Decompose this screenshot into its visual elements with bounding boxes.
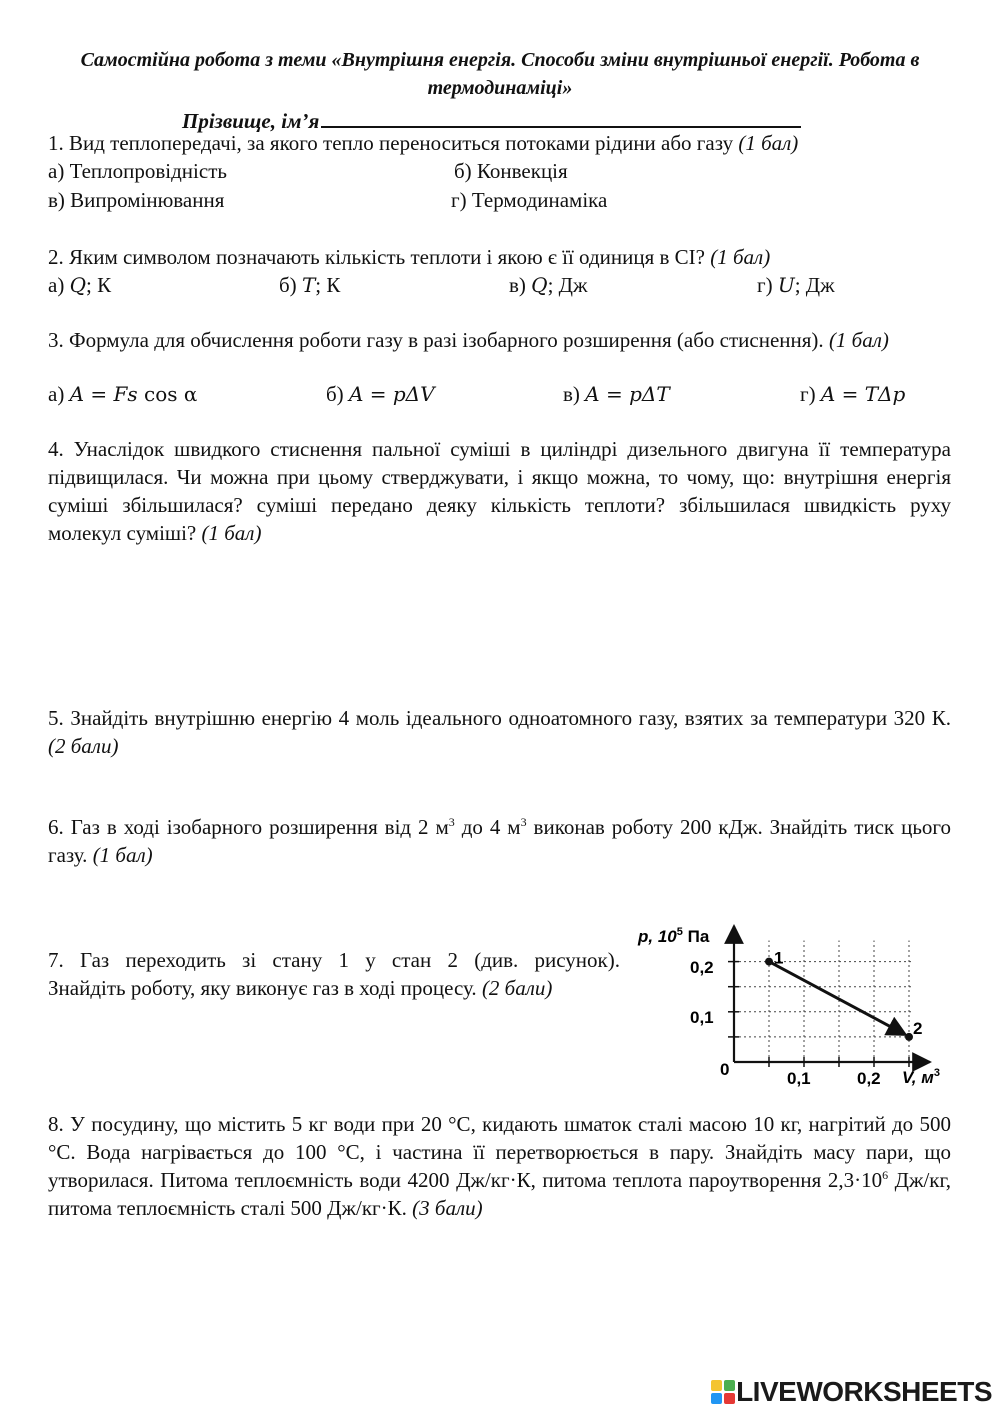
q1-option-a[interactable]: а) Теплопровідність	[48, 159, 227, 183]
q2-option-d-symbol: U	[777, 273, 795, 297]
q3-option-c-formula: A = pΔT	[585, 382, 670, 406]
q6-text-part3: виконав роботу 200 кДж. Знайдіть тиск цього газу.	[48, 815, 951, 867]
q3-option-c-label: в)	[563, 382, 580, 406]
pv-graph	[630, 918, 960, 1093]
q2-option-c-unit: ; Дж	[547, 273, 588, 297]
q3-option-a[interactable]	[48, 380, 197, 408]
q1-text: 1. Вид теплопередачі, за якого тепло переноситься потоками рідини або газу	[48, 131, 734, 155]
q6-exp-2: 3	[520, 815, 527, 829]
q3-option-a-label: а)	[48, 382, 65, 406]
q3-option-b[interactable]	[326, 380, 435, 408]
q8-answer-area[interactable]	[48, 1230, 951, 1360]
q3-option-d[interactable]	[800, 380, 905, 408]
name-blank-line[interactable]	[321, 104, 801, 128]
q8-text-part2: Дж/кг, питома теплоємність сталі 500 Дж/кг·К.	[48, 1168, 951, 1220]
q3-option-a-formula: A = Fs	[69, 382, 138, 406]
q7-points: (2 бали)	[481, 976, 553, 1000]
question-4	[48, 435, 951, 547]
liveworksheets-logo-icon	[710, 1379, 736, 1405]
q1-points: (1 бал)	[738, 131, 799, 155]
q6-points: (1 бал)	[92, 843, 153, 867]
q1-option-c[interactable]: в) Випромінювання	[48, 188, 225, 212]
q2-option-a-unit: ; К	[85, 273, 112, 297]
state-point-1-label: 1	[774, 948, 784, 968]
y-tick-label-0-2: 0,2	[690, 958, 714, 977]
liveworksheets-logo[interactable]	[710, 1378, 992, 1406]
graph-ticks	[728, 962, 909, 1067]
question-6	[48, 813, 951, 869]
q2-option-c[interactable]	[509, 271, 588, 299]
q2-option-c-label: в)	[509, 273, 526, 297]
q3-points: (1 бал)	[828, 328, 889, 352]
x-axis-label: V, $м^3$	[902, 1067, 940, 1087]
y-tick-label-0-1: 0,1	[690, 1008, 714, 1027]
q2-text: 2. Яким символом позначають кількість теплоти і якою є її одиниця в СІ?	[48, 245, 705, 269]
q2-option-d[interactable]	[757, 271, 835, 299]
state-point-2	[905, 1033, 913, 1041]
origin-label: 0	[720, 1060, 730, 1079]
q6-exp-1: 3	[448, 815, 455, 829]
q3-option-d-formula: A = TΔp	[820, 382, 906, 406]
process-line-1-to-2	[769, 962, 904, 1034]
q2-option-b-symbol: T	[301, 273, 316, 297]
graph-grid	[734, 941, 913, 1063]
question-7-line1: 7. Газ переходить зі стану 1 у стан 2 (див. рисунок).	[48, 948, 620, 972]
q4-points: (1 бал)	[201, 521, 262, 545]
question-3	[48, 326, 951, 354]
q6-answer-area[interactable]	[48, 872, 608, 932]
question-8	[48, 1110, 951, 1222]
q8-exp: 6	[882, 1168, 889, 1182]
q8-points: (3 бали)	[412, 1196, 483, 1220]
name-label: Прізвище, ім’я	[182, 109, 320, 133]
x-tick-label-0-2: 0,2	[857, 1069, 881, 1088]
state-point-2-label: 2	[913, 1018, 923, 1038]
q2-option-a-symbol: Q	[69, 273, 86, 297]
x-tick-label-0-1: 0,1	[787, 1069, 811, 1088]
state-point-1	[765, 958, 773, 966]
q3-option-b-formula: A = pΔV	[348, 382, 435, 406]
liveworksheets-logo-text: LIVEWORKSHEETS	[736, 1376, 992, 1407]
q7-text: Знайдіть роботу, яку виконує газ в ході процесу.	[48, 976, 477, 1000]
y-axis-label: p, $10^5$ Па	[638, 926, 710, 946]
q6-text-part1: 6. Газ в ході ізобарного розширення від 2 м	[48, 815, 449, 839]
question-7-line2	[48, 974, 552, 1002]
q2-points: (1 бал)	[710, 245, 771, 269]
question-5	[48, 704, 951, 760]
q3-option-d-label: г)	[800, 382, 816, 406]
q1-option-d[interactable]: г) Термодинаміка	[451, 188, 608, 212]
q3-text: 3. Формула для обчислення роботи газу в разі ізобарного розширення (або стиснення).	[48, 328, 824, 352]
q4-answer-area[interactable]	[48, 552, 951, 692]
q5-points: (2 бали)	[48, 734, 119, 758]
q2-option-d-label: г)	[757, 273, 773, 297]
q2-option-c-symbol: Q	[531, 273, 548, 297]
q2-option-a-label: а)	[48, 273, 65, 297]
q5-answer-area[interactable]	[48, 762, 951, 802]
q2-option-a[interactable]	[48, 271, 111, 299]
q2-option-b-unit: ; К	[315, 273, 341, 297]
worksheet-title: Самостійна робота з теми «Внутрішня енергія. Способи зміни внутрішньої енергії. Робота в термодинаміці»	[80, 49, 920, 99]
q2-option-d-unit: ; Дж	[794, 273, 835, 297]
question-2	[48, 243, 951, 271]
q3-option-c[interactable]	[563, 380, 670, 408]
q2-option-b[interactable]	[279, 271, 340, 299]
question-1	[48, 129, 951, 157]
q6-text-part2: до 4 м	[454, 815, 521, 839]
q2-option-b-label: б)	[279, 273, 297, 297]
q5-text: 5. Знайдіть внутрішню енергію 4 моль ідеального одноатомного газу, взятих за температури 320 К.	[48, 706, 951, 730]
q1-option-b[interactable]: б) Конвекція	[454, 159, 568, 183]
q3-option-a-tail: cos α	[137, 382, 198, 406]
q8-text-part1: 8. У посудину, що містить 5 кг води при 20 °С, кидають шматок сталі масою 10 кг, нагрітий до 500 °С. Вода нагрівається до 100 °С, і частина її перетворюється в пару. Знайдіть масу пари, що утворилася. Питома теплоємність води 4200 Дж/кг·К, питома теплота пароутворення 2,3·10	[48, 1112, 951, 1192]
q3-option-b-label: б)	[326, 382, 344, 406]
q4-text: 4. Унаслідок швидкого стиснення пальної суміші в циліндрі дизельного двигуна її температура підвищилася. Чи можна при цьому стверджувати, і якщо можна, то чому, що: внутрішня енергія суміші збільшилася? суміші передано деяку кількість теплоти? збільшилася швидкість руху молекул суміші?	[48, 437, 951, 545]
